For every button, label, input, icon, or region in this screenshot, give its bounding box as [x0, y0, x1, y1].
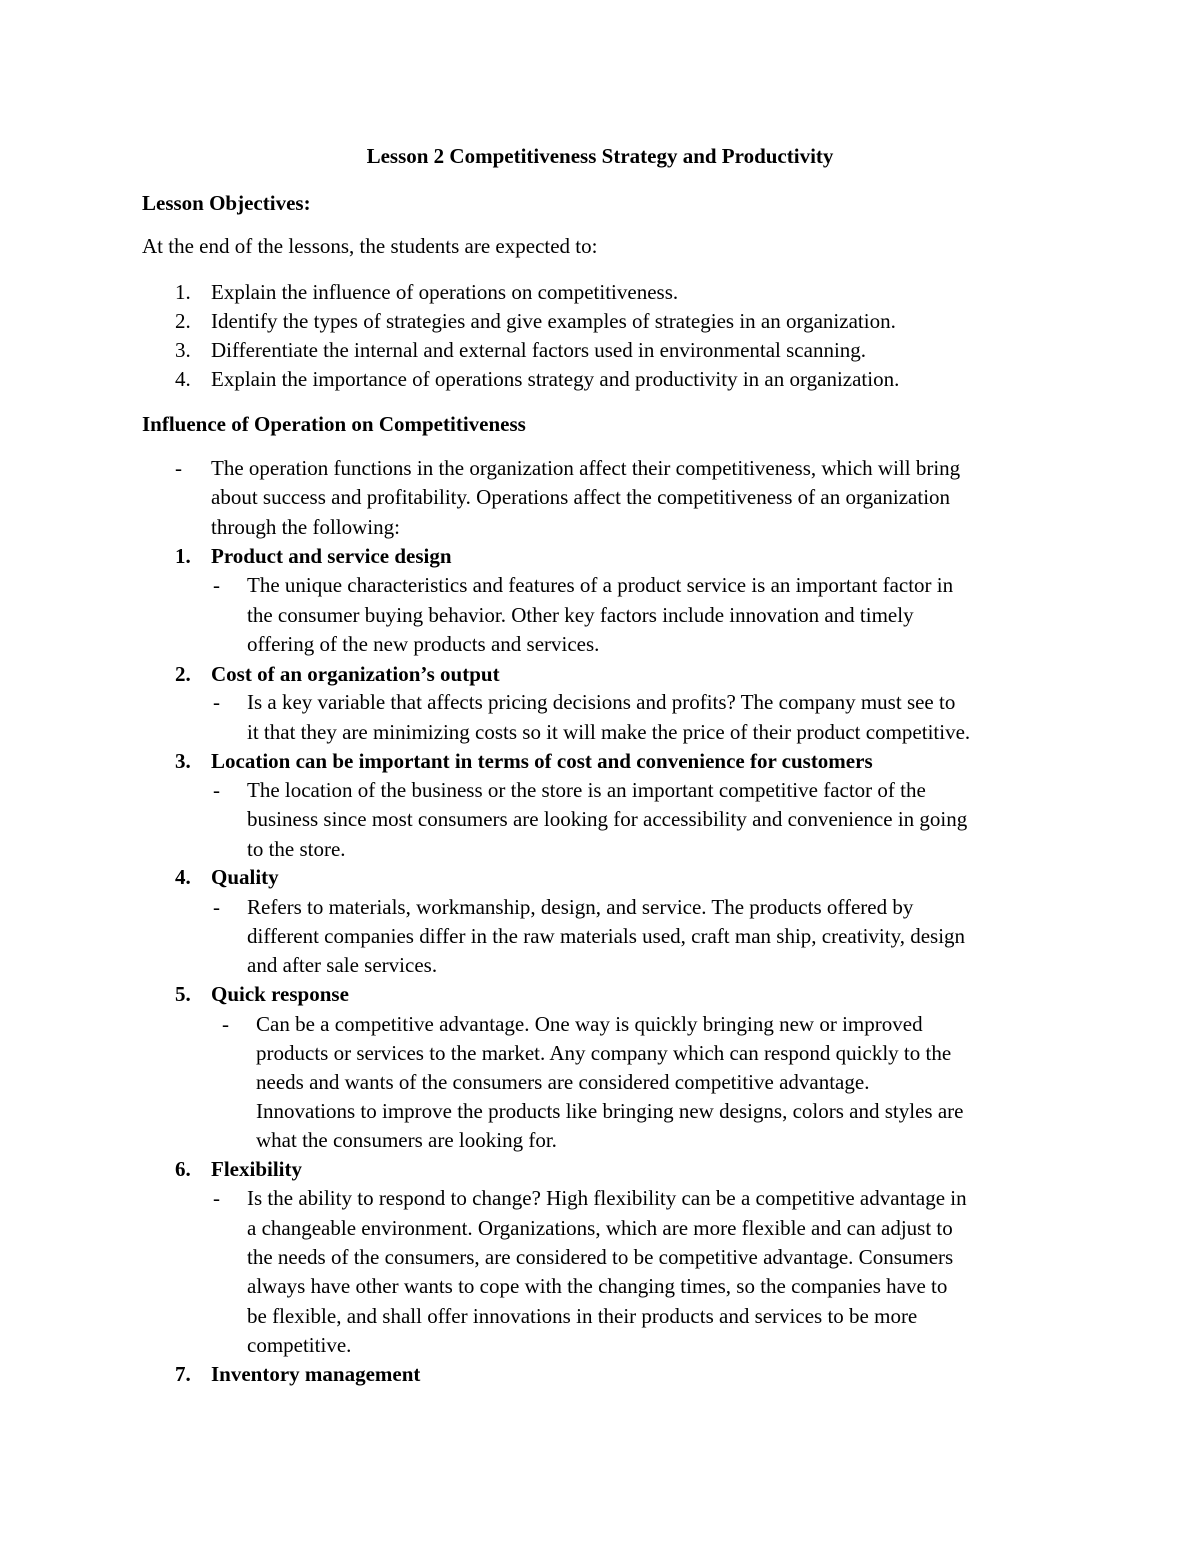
objectives-heading: Lesson Objectives:	[142, 191, 311, 215]
paragraph-line: Is a key variable that affects pricing decisions and profits? The company must see to	[247, 690, 956, 714]
factor-number: 2.	[175, 662, 191, 686]
paragraph-line: Refers to materials, workmanship, design, and service. The products offered by	[247, 895, 914, 919]
paragraph-line: offering of the new products and services.	[247, 632, 600, 656]
paragraph-line: different companies differ in the raw materials used, craft man ship, creativity, design	[247, 924, 966, 948]
dash-bullet: -	[213, 1186, 220, 1210]
objective-number: 1.	[175, 280, 191, 304]
objective-number: 3.	[175, 338, 191, 362]
factor-number: 6.	[175, 1157, 191, 1181]
dash-bullet: -	[175, 456, 182, 480]
paragraph-line: to the store.	[247, 837, 346, 861]
paragraph-line: a changeable environment. Organizations, which are more flexible and can adjust to	[247, 1216, 953, 1240]
paragraph-line: business since most consumers are looking for accessibility and convenience in going	[247, 807, 968, 831]
paragraph-line: about success and profitability. Operations affect the competitiveness of an organization	[211, 485, 951, 509]
dash-bullet: -	[213, 573, 220, 597]
paragraph-line: always have other wants to cope with the changing times, so the companies have to	[247, 1274, 948, 1298]
objective-number: 2.	[175, 309, 191, 333]
paragraph-line: products or services to the market. Any company which can respond quickly to the	[256, 1041, 952, 1065]
objective-text: Differentiate the internal and external factors used in environmental scanning.	[211, 338, 867, 362]
paragraph-line: the needs of the consumers, are considered to be competitive advantage. Consumers	[247, 1245, 954, 1269]
objective-text: Identify the types of strategies and give examples of strategies in an organization.	[211, 309, 896, 333]
paragraph-line: through the following:	[211, 515, 400, 539]
paragraph-line: it that they are minimizing costs so it will make the price of their product competitive.	[247, 720, 971, 744]
factor-heading: Location can be important in terms of cost and convenience for customers	[211, 749, 873, 773]
factor-heading: Product and service design	[211, 544, 452, 568]
paragraph-line: be flexible, and shall offer innovations in their products and services to be more	[247, 1304, 918, 1328]
paragraph-line: Is the ability to respond to change? High flexibility can be a competitive advantage in	[247, 1186, 967, 1210]
dash-bullet: -	[213, 690, 220, 714]
objective-number: 4.	[175, 367, 191, 391]
objectives-intro: At the end of the lessons, the students are expected to:	[142, 234, 598, 258]
factor-number: 3.	[175, 749, 191, 773]
factor-heading: Quick response	[211, 982, 349, 1006]
factor-heading: Flexibility	[211, 1157, 302, 1181]
paragraph-line: Innovations to improve the products like bringing new designs, colors and styles are	[256, 1099, 964, 1123]
page-title: Lesson 2 Competitiveness Strategy and Productivity	[366, 144, 834, 168]
factor-number: 7.	[175, 1362, 191, 1386]
factor-heading: Inventory management	[211, 1362, 421, 1386]
factor-number: 4.	[175, 865, 191, 889]
paragraph-line: what the consumers are looking for.	[256, 1128, 557, 1152]
objective-text: Explain the influence of operations on competitiveness.	[211, 280, 679, 304]
objective-text: Explain the importance of operations strategy and productivity in an organization.	[211, 367, 900, 391]
paragraph-line: Can be a competitive advantage. One way is quickly bringing new or improved	[256, 1012, 923, 1036]
factor-heading: Quality	[211, 865, 279, 889]
paragraph-line: and after sale services.	[247, 953, 438, 977]
factor-heading: Cost of an organization’s output	[211, 662, 500, 686]
section-heading: Influence of Operation on Competitiveness	[142, 412, 526, 436]
dash-bullet: -	[213, 778, 220, 802]
paragraph-line: competitive.	[247, 1333, 352, 1357]
paragraph-line: The operation functions in the organization affect their competitiveness, which will bring	[211, 456, 961, 480]
factor-number: 5.	[175, 982, 191, 1006]
factor-number: 1.	[175, 544, 191, 568]
paragraph-line: The unique characteristics and features of a product service is an important factor in	[247, 573, 954, 597]
paragraph-line: The location of the business or the store is an important competitive factor of the	[247, 778, 926, 802]
paragraph-line: the consumer buying behavior. Other key factors include innovation and timely	[247, 603, 914, 627]
dash-bullet: -	[222, 1012, 229, 1036]
dash-bullet: -	[213, 895, 220, 919]
paragraph-line: needs and wants of the consumers are considered competitive advantage.	[256, 1070, 870, 1094]
